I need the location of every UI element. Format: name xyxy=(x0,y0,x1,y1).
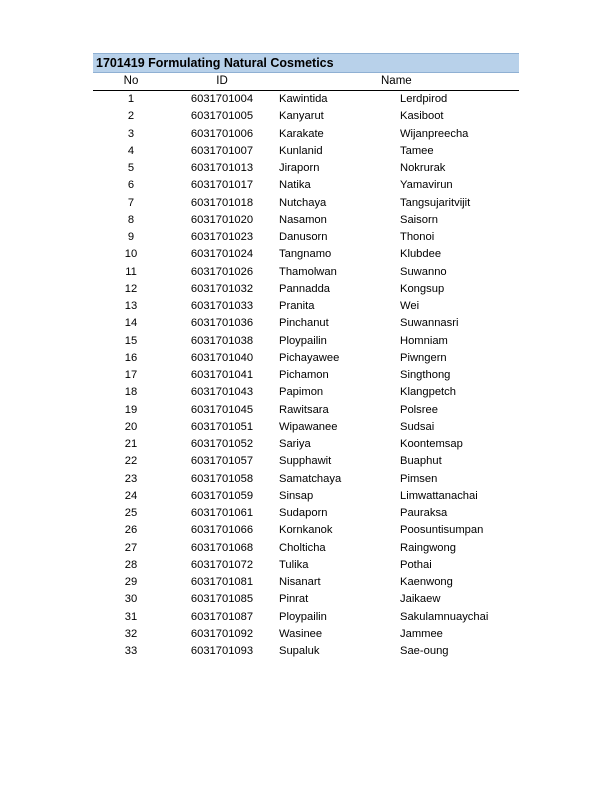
table-row xyxy=(93,229,519,246)
student-id: 6031701013 xyxy=(190,162,254,174)
table-header xyxy=(93,73,519,91)
student-last-name: Jammee xyxy=(400,627,443,640)
student-id: 6031701007 xyxy=(190,144,254,157)
student-number: 20 xyxy=(124,420,138,433)
student-first-name: Wasinee xyxy=(279,627,323,640)
student-last-name: Piwngern xyxy=(400,351,447,364)
student-first-name: Cholticha xyxy=(279,541,326,554)
student-number: 8 xyxy=(127,213,135,226)
student-first-name: Ploypailin xyxy=(279,334,327,347)
table-row xyxy=(93,281,519,298)
student-number: 17 xyxy=(124,369,138,381)
column-header-no: No xyxy=(123,75,139,87)
student-first-name: Nasamon xyxy=(279,213,327,226)
student-last-name: Saisorn xyxy=(400,213,438,226)
table-row xyxy=(93,315,519,332)
student-number: 11 xyxy=(125,265,137,278)
student-number: 16 xyxy=(124,351,138,364)
student-first-name: Papimon xyxy=(279,386,324,399)
student-first-name: Samatchaya xyxy=(279,472,342,485)
student-last-name: Tamee xyxy=(400,144,434,157)
table-row xyxy=(93,333,519,350)
student-id: 6031701081 xyxy=(190,576,254,588)
table-row xyxy=(93,643,519,660)
student-first-name: Kawintida xyxy=(279,93,328,105)
table-row xyxy=(93,609,519,626)
student-last-name: Nokrurak xyxy=(400,162,446,174)
student-first-name: Pranita xyxy=(279,300,315,312)
student-first-name: Danusorn xyxy=(279,231,328,243)
student-last-name: Singthong xyxy=(400,369,451,381)
student-last-name: Koontemsap xyxy=(400,438,463,450)
student-id: 6031701085 xyxy=(190,593,254,606)
student-id: 6031701068 xyxy=(190,541,254,554)
table-row xyxy=(93,384,519,401)
student-id: 6031701045 xyxy=(190,403,254,416)
column-header-id: ID xyxy=(216,75,228,87)
student-number: 30 xyxy=(124,593,138,606)
student-number: 13 xyxy=(124,300,138,312)
student-id: 6031701020 xyxy=(190,213,254,226)
student-last-name: Wei xyxy=(400,300,420,312)
table-row xyxy=(93,350,519,367)
student-last-name: Polsree xyxy=(400,403,438,416)
student-id: 6031701040 xyxy=(190,351,254,364)
student-last-name: Sakulamnuaychai xyxy=(400,610,489,623)
student-last-name: Homniam xyxy=(400,334,448,347)
student-last-name: Suwannasri xyxy=(400,317,459,330)
student-id: 6031701026 xyxy=(190,265,254,278)
student-first-name: Nisanart xyxy=(279,576,321,588)
student-number: 27 xyxy=(124,541,138,554)
student-id: 6031701043 xyxy=(190,386,254,399)
student-id: 6031701033 xyxy=(190,300,254,312)
student-number: 12 xyxy=(124,282,138,295)
student-number: 6 xyxy=(127,179,135,192)
table-row xyxy=(93,419,519,436)
student-id: 6031701061 xyxy=(190,507,254,519)
student-number: 22 xyxy=(124,455,138,468)
student-id: 6031701087 xyxy=(190,610,254,623)
student-first-name: Pichamon xyxy=(279,369,329,381)
student-last-name: Jaikaew xyxy=(400,593,441,606)
student-last-name: Poosuntisumpan xyxy=(400,524,484,537)
student-number: 31 xyxy=(124,610,138,623)
student-number: 10 xyxy=(124,248,138,261)
student-first-name: Sinsap xyxy=(279,489,314,502)
student-id: 6031701041 xyxy=(190,369,254,381)
student-number: 9 xyxy=(127,231,135,243)
student-last-name: Buaphut xyxy=(400,455,442,468)
student-first-name: Pichayawee xyxy=(279,351,340,364)
student-id: 6031701059 xyxy=(190,489,254,502)
student-id: 6031701058 xyxy=(190,472,254,485)
table-row xyxy=(93,453,519,470)
table-row xyxy=(93,540,519,557)
table-row xyxy=(93,574,519,591)
column-header-name: Name xyxy=(381,75,412,87)
table-row xyxy=(93,246,519,263)
student-first-name: Supaluk xyxy=(279,645,320,657)
student-first-name: Pinchanut xyxy=(279,317,329,330)
student-last-name: Lerdpirod xyxy=(400,93,448,105)
student-first-name: Sudaporn xyxy=(279,507,328,519)
student-id: 6031701093 xyxy=(190,645,254,657)
student-first-name: Thamolwan xyxy=(279,265,337,278)
student-first-name: Nutchaya xyxy=(279,196,327,209)
student-id: 6031701004 xyxy=(190,93,254,105)
table-row xyxy=(93,143,519,160)
student-id: 6031701057 xyxy=(190,455,254,468)
student-last-name: Sae-oung xyxy=(400,645,449,657)
student-id: 6031701023 xyxy=(190,231,254,243)
student-last-name: Kongsup xyxy=(400,282,445,295)
student-first-name: Rawitsara xyxy=(279,403,329,416)
student-first-name: Natika xyxy=(279,179,311,192)
student-last-name: Yamavirun xyxy=(400,179,453,192)
table-row xyxy=(93,505,519,522)
student-table-body xyxy=(93,91,519,660)
student-last-name: Sudsai xyxy=(400,420,435,433)
table-row xyxy=(93,195,519,212)
student-number: 1 xyxy=(127,93,135,105)
student-last-name: Kaenwong xyxy=(400,576,453,588)
student-number: 24 xyxy=(124,489,138,502)
course-title: 1701419 Formulating Natural Cosmetics xyxy=(93,53,519,73)
student-id: 6031701038 xyxy=(190,334,254,347)
table-row xyxy=(93,436,519,453)
student-id: 6031701005 xyxy=(190,110,254,123)
student-number: 14 xyxy=(124,317,138,330)
student-first-name: Kunlanid xyxy=(279,144,323,157)
student-first-name: Pannadda xyxy=(279,282,331,295)
student-first-name: Kanyarut xyxy=(279,110,324,123)
student-roster-sheet xyxy=(93,53,519,660)
student-number: 7 xyxy=(127,196,135,209)
student-last-name: Limwattanachai xyxy=(400,489,478,502)
table-row xyxy=(93,177,519,194)
student-last-name: Pothai xyxy=(400,558,432,571)
student-first-name: Wipawanee xyxy=(279,420,338,433)
student-first-name: Tangnamo xyxy=(279,248,332,261)
table-row xyxy=(93,264,519,281)
table-row xyxy=(93,626,519,643)
student-last-name: Suwanno xyxy=(400,265,447,278)
student-number: 28 xyxy=(124,558,138,571)
student-first-name: Sariya xyxy=(279,438,311,450)
student-first-name: Tulika xyxy=(279,558,309,571)
student-first-name: Jiraporn xyxy=(279,162,320,174)
student-last-name: Raingwong xyxy=(400,541,456,554)
student-number: 23 xyxy=(124,472,138,485)
table-row xyxy=(93,591,519,608)
student-last-name: Thonoi xyxy=(400,231,435,243)
student-first-name: Karakate xyxy=(279,127,324,140)
table-row xyxy=(93,402,519,419)
student-id: 6031701051 xyxy=(190,420,254,433)
table-row xyxy=(93,91,519,108)
student-id: 6031701036 xyxy=(190,317,254,330)
table-row xyxy=(93,212,519,229)
student-number: 32 xyxy=(124,627,138,640)
student-last-name: Wijanpreecha xyxy=(400,127,469,140)
student-id: 6031701017 xyxy=(190,179,254,192)
student-last-name: Tangsujaritvijit xyxy=(400,196,471,209)
table-row xyxy=(93,471,519,488)
student-first-name: Kornkanok xyxy=(279,524,333,537)
table-row xyxy=(93,108,519,125)
table-row xyxy=(93,557,519,574)
student-number: 15 xyxy=(124,334,138,347)
student-number: 21 xyxy=(124,438,138,450)
student-number: 2 xyxy=(127,110,135,123)
student-last-name: Klangpetch xyxy=(400,386,456,399)
student-id: 6031701032 xyxy=(190,282,254,295)
student-id: 6031701006 xyxy=(190,127,254,140)
student-number: 4 xyxy=(127,144,135,157)
student-number: 26 xyxy=(124,524,138,537)
student-last-name: Pauraksa xyxy=(400,507,448,519)
student-number: 19 xyxy=(124,403,138,416)
student-id: 6031701018 xyxy=(190,196,254,209)
student-first-name: Supphawit xyxy=(279,455,332,468)
student-number: 29 xyxy=(124,576,138,588)
student-number: 33 xyxy=(124,645,138,657)
student-id: 6031701024 xyxy=(190,248,254,261)
student-id: 6031701072 xyxy=(190,558,254,571)
table-row xyxy=(93,522,519,539)
table-row xyxy=(93,160,519,177)
student-last-name: Pimsen xyxy=(400,472,438,485)
table-row xyxy=(93,367,519,384)
student-number: 25 xyxy=(124,507,138,519)
student-first-name: Ploypailin xyxy=(279,610,327,623)
table-row xyxy=(93,126,519,143)
table-row xyxy=(93,488,519,505)
student-number: 3 xyxy=(127,127,135,140)
student-last-name: Kasiboot xyxy=(400,110,444,123)
student-id: 6031701092 xyxy=(190,627,254,640)
student-id: 6031701052 xyxy=(190,438,254,450)
student-first-name: Pinrat xyxy=(279,593,309,606)
student-id: 6031701066 xyxy=(190,524,254,537)
student-last-name: Klubdee xyxy=(400,248,442,261)
table-row xyxy=(93,298,519,315)
student-number: 5 xyxy=(127,162,135,174)
student-number: 18 xyxy=(124,386,138,399)
